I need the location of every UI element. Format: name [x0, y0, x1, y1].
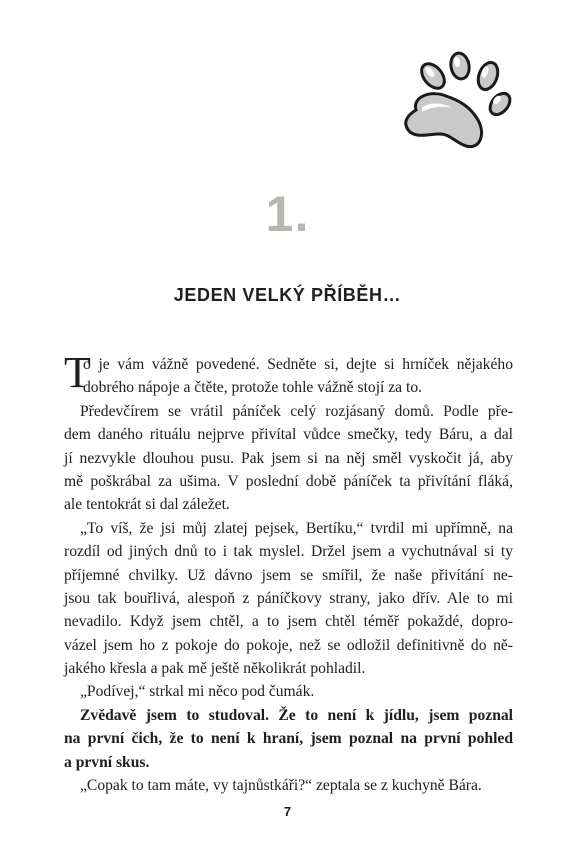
body-line: příjemné chvilky. Už dávno jsem se smířil, že naše přivítání ne- — [64, 566, 513, 584]
body-line: rozdíl od jiných dnů to i tak myslel. Držel jsem a vychutnával si ty — [64, 543, 513, 561]
chapter-number: 1. — [265, 186, 310, 242]
body-line: a první skus. — [64, 753, 150, 771]
chapter-body — [64, 348, 513, 797]
body-line: nevadilo. Když jsem chtěl, a to jsem chtěl téměř pokaždé, dopro- — [64, 613, 513, 631]
body-line: mě poškrábal za ušima. V poslední době páníček ta přivítání fláká, — [64, 472, 513, 490]
body-line: jsou tak bouřlivá, alespoň z páníčkovy strany, jako dřív. Ale to mi — [64, 589, 513, 607]
body-line: Zvědavě jsem to studoval. Že to není k jídlu, jsem poznal — [80, 706, 513, 724]
paw-print-icon — [398, 48, 518, 158]
body-line: „Podívej,“ strkal mi něco pod čumák. — [80, 683, 315, 701]
drop-cap: T — [64, 348, 91, 397]
body-line: dobrého nápoje a čtěte, protože tohle vážně stojí za to. — [83, 379, 423, 397]
chapter-title: JEDEN VELKÝ PŘÍBĚH… — [173, 285, 402, 305]
body-line: „Copak to tam máte, vy tajnůstkáři?“ zeptala se z kuchyně Bára. — [80, 777, 482, 795]
body-line: vázel jsem ho z pokoje do pokoje, než se odložil definitivně do ně- — [64, 636, 513, 654]
body-line: ale tentokrát si dal záležet. — [64, 496, 230, 514]
body-line: jí nezvykle dlouhou pusu. Pak jsem si na něj směl vyskočit já, aby — [64, 449, 513, 467]
body-line: „To víš, že jsi můj zlatej pejsek, Bertíku,“ tvrdil mi upřímně, na — [80, 519, 513, 537]
body-line: dem daného rituálu nejprve přivítal vůdce smečky, tedy Báru, a dal — [64, 426, 513, 444]
body-line: o je vám vážně povedené. Sedněte si, dejte si hrníček nějakého — [83, 356, 513, 373]
body-line: na první čich, že to není k hraní, jsem poznal na první pohled — [64, 730, 513, 748]
body-line: Předevčírem se vrátil páníček celý rozjásaný domů. Podle pře- — [80, 402, 513, 420]
page-number: 7 — [283, 804, 292, 819]
body-line: jakého křesla a pak mě ještě několikrát pohladil. — [64, 660, 366, 678]
